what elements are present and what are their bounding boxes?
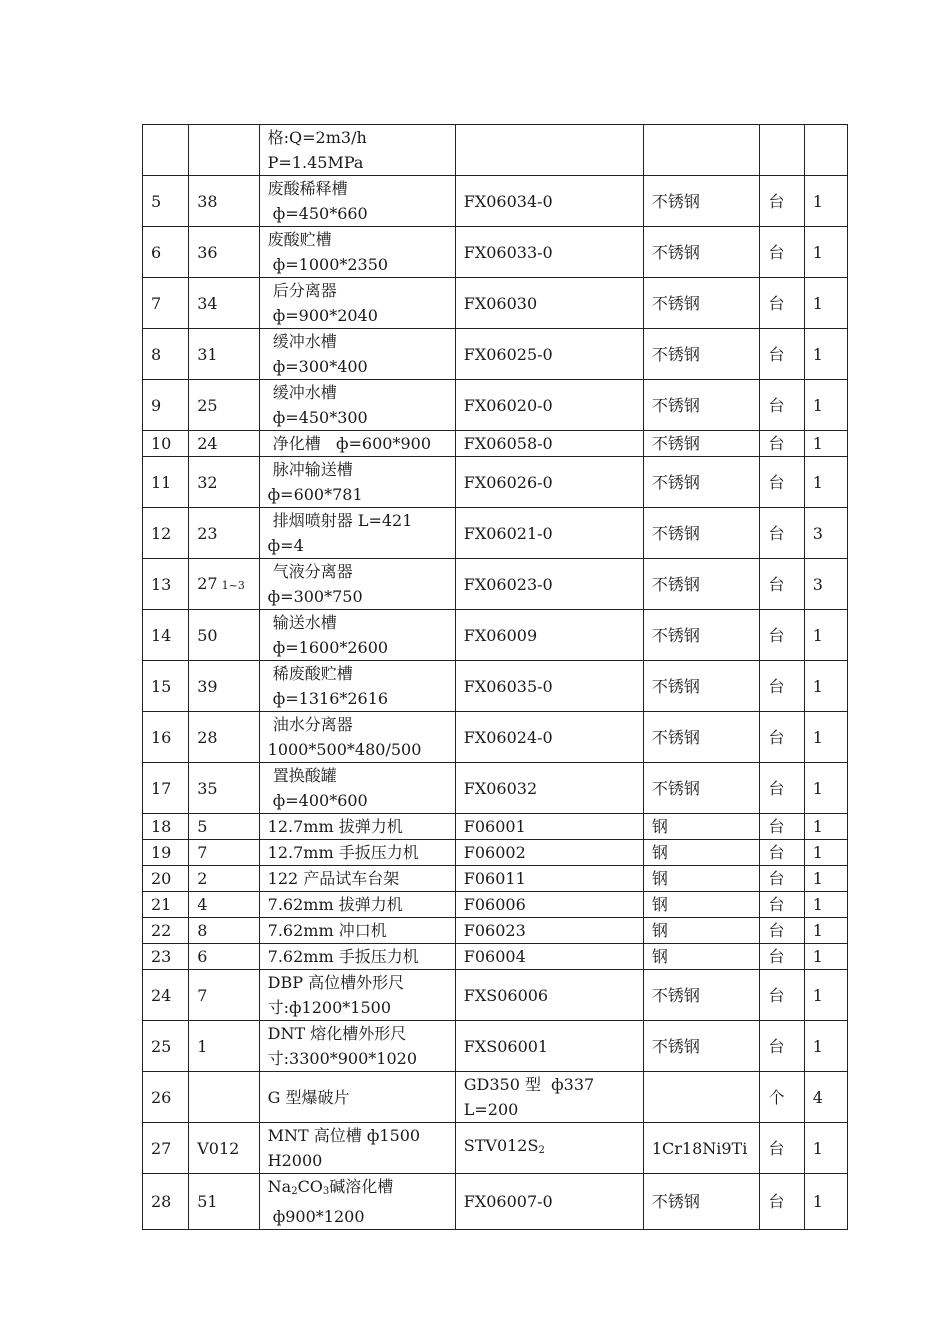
cell-model: FX06032 <box>455 763 643 814</box>
cell-unit: 台 <box>760 866 804 892</box>
cell-code <box>189 125 259 176</box>
cell-model <box>455 1123 643 1174</box>
cell-name: 122 产品试车台架 <box>259 866 455 892</box>
cell-model: F06002 <box>455 840 643 866</box>
cell-code: 38 <box>189 176 259 227</box>
cell-qty: 1 <box>804 970 847 1021</box>
cell-unit: 台 <box>760 1123 804 1174</box>
cell-unit: 台 <box>760 840 804 866</box>
table-row <box>143 840 848 866</box>
cell-unit: 台 <box>760 918 804 944</box>
cell-name: 12.7mm 拔弹力机 <box>259 814 455 840</box>
cell-qty: 1 <box>804 661 847 712</box>
name-subscript: 2 <box>291 1186 298 1197</box>
cell-name <box>259 1174 455 1230</box>
cell-qty: 1 <box>804 918 847 944</box>
cell-qty: 4 <box>804 1072 847 1123</box>
cell-unit: 台 <box>760 559 804 610</box>
cell-material: 不锈钢 <box>643 380 760 431</box>
cell-unit: 台 <box>760 278 804 329</box>
cell-name: 缓冲水槽 ф=300*400 <box>259 329 455 380</box>
cell-unit: 台 <box>760 508 804 559</box>
cell-code: 51 <box>189 1174 259 1230</box>
cell-model-value: STV012S <box>463 1136 539 1155</box>
cell-name: 7.62mm 手扳压力机 <box>259 944 455 970</box>
cell-qty: 1 <box>804 380 847 431</box>
cell-code: 4 <box>189 892 259 918</box>
cell-code: 31 <box>189 329 259 380</box>
cell-name: 废酸贮槽 ф=1000*2350 <box>259 227 455 278</box>
cell-qty: 1 <box>804 763 847 814</box>
cell-code: 7 <box>189 970 259 1021</box>
table-row <box>143 944 848 970</box>
cell-unit: 台 <box>760 944 804 970</box>
cell-name: DBP 高位槽外形尺 寸:ф1200*1500 <box>259 970 455 1021</box>
table-row <box>143 1174 848 1230</box>
cell-name: 7.62mm 拔弹力机 <box>259 892 455 918</box>
cell-unit: 台 <box>760 610 804 661</box>
table-row <box>143 892 848 918</box>
cell-material: 不锈钢 <box>643 431 760 457</box>
cell-code: 25 <box>189 380 259 431</box>
cell-model: FXS06006 <box>455 970 643 1021</box>
cell-no: 28 <box>143 1174 189 1230</box>
cell-unit: 台 <box>760 892 804 918</box>
cell-material <box>643 125 760 176</box>
cell-qty: 1 <box>804 1123 847 1174</box>
cell-name: 格:Q=2m3/h P=1.45MPa <box>259 125 455 176</box>
cell-qty: 1 <box>804 892 847 918</box>
cell-no: 7 <box>143 278 189 329</box>
cell-material: 不锈钢 <box>643 661 760 712</box>
cell-code: 28 <box>189 712 259 763</box>
cell-code: 8 <box>189 918 259 944</box>
cell-model: FX06025-0 <box>455 329 643 380</box>
cell-model: F06001 <box>455 814 643 840</box>
cell-qty <box>804 125 847 176</box>
cell-model: FX06035-0 <box>455 661 643 712</box>
cell-no: 5 <box>143 176 189 227</box>
cell-code: 7 <box>189 840 259 866</box>
cell-unit: 台 <box>760 1021 804 1072</box>
cell-name: 净化槽 ф=600*900 <box>259 431 455 457</box>
cell-code <box>189 1072 259 1123</box>
cell-no: 17 <box>143 763 189 814</box>
cell-code: 50 <box>189 610 259 661</box>
cell-unit: 台 <box>760 712 804 763</box>
cell-no: 11 <box>143 457 189 508</box>
cell-code: 1 <box>189 1021 259 1072</box>
cell-code: 35 <box>189 763 259 814</box>
cell-no: 20 <box>143 866 189 892</box>
cell-no <box>143 125 189 176</box>
cell-material: 不锈钢 <box>643 763 760 814</box>
cell-name: 稀废酸贮槽 ф=1316*2616 <box>259 661 455 712</box>
cell-model: FX06020-0 <box>455 380 643 431</box>
cell-material: 不锈钢 <box>643 508 760 559</box>
name-subscript: 3 <box>322 1186 330 1197</box>
cell-name: 气液分离器 ф=300*750 <box>259 559 455 610</box>
table-row <box>143 712 848 763</box>
cell-no: 22 <box>143 918 189 944</box>
cell-name: MNT 高位槽 ф1500 H2000 <box>259 1123 455 1174</box>
cell-name: 缓冲水槽 ф=450*300 <box>259 380 455 431</box>
cell-material: 钢 <box>643 866 760 892</box>
cell-no: 18 <box>143 814 189 840</box>
cell-qty: 1 <box>804 712 847 763</box>
cell-no: 6 <box>143 227 189 278</box>
name-part: Na <box>267 1177 292 1196</box>
cell-name: 输送水槽 ф=1600*2600 <box>259 610 455 661</box>
cell-no: 14 <box>143 610 189 661</box>
cell-model: FX06030 <box>455 278 643 329</box>
cell-code: 24 <box>189 431 259 457</box>
cell-model: GD350 型 ф337 L=200 <box>455 1072 643 1123</box>
cell-material: 不锈钢 <box>643 712 760 763</box>
cell-no: 25 <box>143 1021 189 1072</box>
cell-material: 不锈钢 <box>643 329 760 380</box>
cell-qty: 1 <box>804 457 847 508</box>
table-row <box>143 866 848 892</box>
cell-no: 15 <box>143 661 189 712</box>
cell-model: FX06009 <box>455 610 643 661</box>
cell-qty: 1 <box>804 944 847 970</box>
table-row <box>143 918 848 944</box>
table-row <box>143 1072 848 1123</box>
cell-material: 钢 <box>643 944 760 970</box>
cell-no: 10 <box>143 431 189 457</box>
cell-code-value: 27 <box>197 573 218 593</box>
cell-qty: 1 <box>804 227 847 278</box>
table-row <box>143 1021 848 1072</box>
cell-qty: 1 <box>804 278 847 329</box>
cell-material: 1Cr18Ni9Ti <box>643 1123 760 1174</box>
cell-no: 13 <box>143 559 189 610</box>
cell-unit: 台 <box>760 970 804 1021</box>
cell-code: 23 <box>189 508 259 559</box>
cell-qty: 1 <box>804 840 847 866</box>
table-row <box>143 610 848 661</box>
cell-name: 置换酸罐 ф=400*600 <box>259 763 455 814</box>
cell-material: 不锈钢 <box>643 559 760 610</box>
table-row <box>143 380 848 431</box>
cell-no: 9 <box>143 380 189 431</box>
table-row <box>143 431 848 457</box>
cell-code: 5 <box>189 814 259 840</box>
cell-qty: 1 <box>804 329 847 380</box>
cell-code: 2 <box>189 866 259 892</box>
cell-model: FX06023-0 <box>455 559 643 610</box>
cell-unit <box>760 125 804 176</box>
cell-qty: 1 <box>804 866 847 892</box>
cell-qty: 1 <box>804 610 847 661</box>
table-row <box>143 559 848 610</box>
cell-model: F06011 <box>455 866 643 892</box>
table-row <box>143 457 848 508</box>
cell-unit: 台 <box>760 457 804 508</box>
cell-qty: 1 <box>804 176 847 227</box>
cell-no: 8 <box>143 329 189 380</box>
cell-qty: 1 <box>804 1174 847 1230</box>
cell-name: 排烟喷射器 L=421 ф=4 <box>259 508 455 559</box>
table-row <box>143 176 848 227</box>
table-row <box>143 970 848 1021</box>
cell-material: 不锈钢 <box>643 457 760 508</box>
cell-no: 24 <box>143 970 189 1021</box>
cell-code: 34 <box>189 278 259 329</box>
cell-material: 不锈钢 <box>643 278 760 329</box>
cell-model <box>455 125 643 176</box>
cell-material: 不锈钢 <box>643 610 760 661</box>
cell-no: 27 <box>143 1123 189 1174</box>
table-row <box>143 125 848 176</box>
name-part: CO <box>297 1177 323 1196</box>
cell-code: 36 <box>189 227 259 278</box>
cell-unit: 台 <box>760 431 804 457</box>
cell-material: 不锈钢 <box>643 227 760 278</box>
cell-no: 16 <box>143 712 189 763</box>
cell-model: FX06058-0 <box>455 431 643 457</box>
cell-code <box>189 559 259 610</box>
cell-name: 油水分离器 1000*500*480/500 <box>259 712 455 763</box>
cell-material: 不锈钢 <box>643 970 760 1021</box>
cell-qty: 1 <box>804 1021 847 1072</box>
cell-unit: 台 <box>760 661 804 712</box>
cell-unit: 台 <box>760 1174 804 1230</box>
cell-material: 钢 <box>643 814 760 840</box>
cell-unit: 个 <box>760 1072 804 1123</box>
cell-model-subscript: 2 <box>538 1145 545 1156</box>
cell-model: FX06033-0 <box>455 227 643 278</box>
cell-qty: 3 <box>804 508 847 559</box>
cell-name: 7.62mm 冲口机 <box>259 918 455 944</box>
cell-model: FXS06001 <box>455 1021 643 1072</box>
table-row <box>143 227 848 278</box>
table-row <box>143 814 848 840</box>
cell-material: 不锈钢 <box>643 1021 760 1072</box>
table-row <box>143 508 848 559</box>
cell-unit: 台 <box>760 814 804 840</box>
cell-model: FX06021-0 <box>455 508 643 559</box>
equipment-table <box>142 124 848 1230</box>
name-line2: ф900*1200 <box>267 1207 365 1226</box>
cell-unit: 台 <box>760 380 804 431</box>
cell-unit: 台 <box>760 176 804 227</box>
cell-material: 钢 <box>643 918 760 944</box>
cell-unit: 台 <box>760 763 804 814</box>
cell-unit: 台 <box>760 329 804 380</box>
cell-name: G 型爆破片 <box>259 1072 455 1123</box>
cell-material <box>643 1072 760 1123</box>
cell-material: 钢 <box>643 892 760 918</box>
cell-model: FX06024-0 <box>455 712 643 763</box>
cell-material: 不锈钢 <box>643 176 760 227</box>
cell-model: FX06034-0 <box>455 176 643 227</box>
cell-unit: 台 <box>760 227 804 278</box>
cell-model: F06023 <box>455 918 643 944</box>
cell-no: 26 <box>143 1072 189 1123</box>
cell-qty: 1 <box>804 431 847 457</box>
cell-name: DNT 熔化槽外形尺 寸:3300*900*1020 <box>259 1021 455 1072</box>
cell-name: 12.7mm 手扳压力机 <box>259 840 455 866</box>
table-row <box>143 1123 848 1174</box>
cell-qty: 3 <box>804 559 847 610</box>
table-row <box>143 661 848 712</box>
table-row <box>143 329 848 380</box>
cell-material: 钢 <box>643 840 760 866</box>
cell-code: 32 <box>189 457 259 508</box>
cell-model: FX06026-0 <box>455 457 643 508</box>
cell-model: F06006 <box>455 892 643 918</box>
cell-model: F06004 <box>455 944 643 970</box>
cell-name: 后分离器 ф=900*2040 <box>259 278 455 329</box>
cell-name: 脉冲输送槽 ф=600*781 <box>259 457 455 508</box>
cell-code: 39 <box>189 661 259 712</box>
cell-material: 不锈钢 <box>643 1174 760 1230</box>
cell-code: 6 <box>189 944 259 970</box>
cell-name: 废酸稀释槽 ф=450*660 <box>259 176 455 227</box>
name-part: 碱溶化槽 <box>329 1177 394 1196</box>
table-row <box>143 278 848 329</box>
cell-code: V012 <box>189 1123 259 1174</box>
cell-no: 19 <box>143 840 189 866</box>
cell-no: 21 <box>143 892 189 918</box>
cell-model: FX06007-0 <box>455 1174 643 1230</box>
cell-code-note: 1~3 <box>221 578 245 592</box>
table-row <box>143 763 848 814</box>
cell-qty: 1 <box>804 814 847 840</box>
cell-no: 12 <box>143 508 189 559</box>
cell-no: 23 <box>143 944 189 970</box>
